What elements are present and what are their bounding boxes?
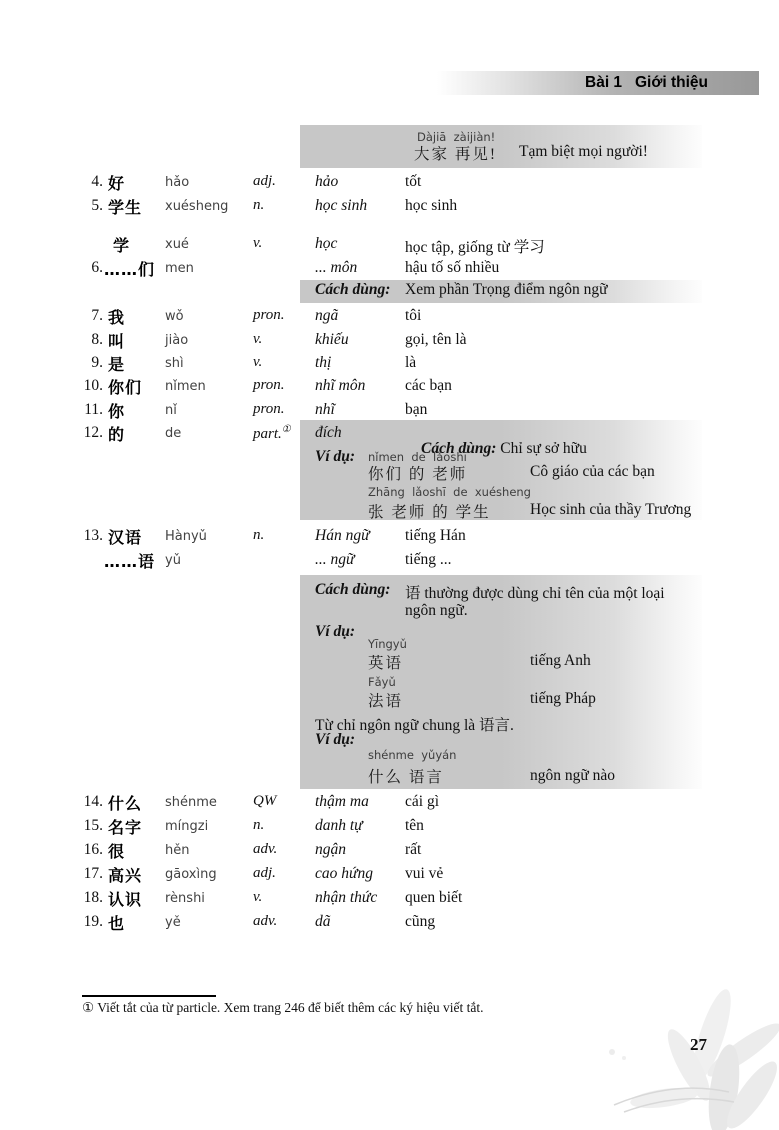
- vocab-pinyin: yě: [165, 915, 181, 930]
- example-translation: ngôn ngữ nào: [530, 767, 616, 784]
- vocab-pos: part.①: [253, 424, 291, 442]
- vocab-meaning: tốt: [405, 173, 422, 190]
- vocab-hanviet: dã: [315, 913, 331, 930]
- usage-note: Từ chỉ ngôn ngữ chung là 语言.: [315, 717, 514, 734]
- vocab-chinese: 认识: [108, 890, 143, 909]
- footnote-rule: [82, 995, 216, 997]
- vocab-chinese: 名字: [108, 818, 143, 837]
- vocab-row: [0, 329, 779, 351]
- example-pinyin: shénme yǔyán: [368, 748, 457, 762]
- vocab-hanviet: học sinh: [315, 197, 368, 214]
- flower-decoration: [594, 980, 779, 1130]
- footnote: ① Viết tắt của từ particle. Xem trang 246 để biết thêm các ký hiệu viết tắt.: [82, 1000, 484, 1015]
- vocab-pinyin: hǎo: [165, 175, 190, 190]
- example-chinese: 什么 语言: [368, 769, 444, 786]
- vocab-pinyin: Hànyǔ: [165, 529, 207, 544]
- vocab-row: [0, 195, 779, 217]
- usage-text: Xem phần Trọng điểm ngôn ngữ: [405, 281, 608, 298]
- vocab-pinyin: wǒ: [165, 309, 184, 324]
- vocab-pinyin: de: [165, 426, 182, 441]
- vocab-pos: v.: [253, 331, 263, 347]
- vocab-pinyin: shì: [165, 356, 184, 371]
- vocab-row: [0, 399, 779, 421]
- vocab-chinese: 也: [108, 914, 126, 933]
- vocab-row: [0, 839, 779, 861]
- vocab-hanviet: ngận: [315, 841, 346, 858]
- vocab-row: [0, 863, 779, 885]
- chapter-header-band: [437, 71, 759, 95]
- vocab-meaning: gọi, tên là: [405, 331, 467, 348]
- usage-text: ngôn ngữ.: [405, 602, 468, 619]
- footnote-marker: ①: [281, 424, 291, 435]
- vocab-pinyin: shénme: [165, 795, 217, 810]
- vocab-hanviet: Hán ngữ: [315, 527, 370, 544]
- example-chinese: 英语: [368, 655, 404, 672]
- vocab-row: [0, 887, 779, 909]
- vocab-pinyin: xuésheng: [165, 199, 229, 214]
- vocab-number: 14.: [83, 793, 103, 810]
- vocab-number: 10.: [83, 377, 103, 394]
- vocab-pos: pron.: [253, 377, 285, 393]
- vocab-pinyin: nǐ: [165, 403, 177, 418]
- vocab-pinyin: gāoxìng: [165, 867, 217, 882]
- vocab-meaning: cái gì: [405, 793, 439, 810]
- vocab-meaning: tiếng ...: [405, 551, 452, 568]
- vocab-number: 5.: [91, 197, 103, 214]
- example-chinese: 法语: [368, 693, 404, 710]
- vocab-number: 16.: [83, 841, 103, 858]
- example-translation: tiếng Pháp: [530, 690, 596, 707]
- vocab-hanviet: nhĩ: [315, 401, 335, 418]
- vocab-pos: n.: [253, 817, 265, 833]
- vocab-row: [0, 911, 779, 933]
- vocab-pos: n.: [253, 197, 265, 213]
- example-pinyin: Fǎyǔ: [368, 675, 396, 689]
- vocab-chinese: 是: [108, 355, 126, 374]
- vocab-hanviet: ... ngữ: [315, 551, 355, 568]
- vocab-number: 13.: [83, 527, 103, 544]
- vocab-hanviet: thị: [315, 354, 332, 371]
- vocab-row: [0, 525, 779, 547]
- vocab-row: [0, 549, 779, 571]
- example-pinyin: Zhāng lǎoshī de xuésheng: [368, 485, 531, 499]
- vocab-chinese: 叫: [108, 332, 126, 351]
- vocab-number: 9.: [91, 354, 103, 371]
- vocab-meaning: học sinh: [405, 197, 458, 214]
- vocab-number: 19.: [83, 913, 103, 930]
- vocab-chinese: ……们: [104, 260, 156, 279]
- vocab-hanviet: nhận thức: [315, 889, 378, 906]
- example-translation: tiếng Anh: [530, 652, 591, 669]
- vocab-meaning: các bạn: [405, 377, 452, 394]
- vocab-hanviet: thậm ma: [315, 793, 369, 810]
- vocab-pos: n.: [253, 527, 265, 543]
- vocab-pinyin: nǐmen: [165, 379, 206, 394]
- vocab-meaning: rất: [405, 841, 422, 858]
- vocab-pos: pron.: [253, 401, 285, 417]
- vocab-chinese: 高兴: [108, 866, 143, 885]
- vocab-number: 11.: [84, 401, 103, 418]
- vocab-pinyin: míngzi: [165, 819, 209, 834]
- example-label: Ví dụ:: [315, 623, 356, 640]
- vocab-pinyin: hěn: [165, 843, 190, 858]
- vocab-meaning: là: [405, 354, 417, 371]
- vocab-row: [0, 375, 779, 397]
- example-translation: Cô giáo của các bạn: [530, 463, 655, 480]
- example-translation: Tạm biệt mọi người!: [519, 143, 648, 160]
- usage-label: Cách dùng:: [315, 581, 391, 598]
- vocab-hanviet: nhĩ môn: [315, 377, 366, 394]
- vocab-pos: v.: [253, 889, 263, 905]
- example-pinyin: Yīngyǔ: [368, 637, 407, 651]
- vocab-chinese: 学生: [108, 198, 143, 217]
- vocab-meaning: bạn: [405, 401, 428, 418]
- example-pinyin: nǐmen de lǎoshī: [368, 450, 467, 464]
- vocab-pinyin: yǔ: [165, 553, 181, 568]
- example-chinese: 大家 再见!: [414, 146, 498, 163]
- vocab-pinyin: rènshi: [165, 891, 205, 906]
- vocab-meaning: quen biết: [405, 889, 463, 906]
- vocab-pos: adj.: [253, 173, 276, 189]
- vocab-number: 4.: [91, 173, 103, 190]
- vocab-chinese: 你: [108, 402, 126, 421]
- vocab-hanviet: cao hứng: [315, 865, 373, 882]
- vocab-row: [0, 352, 779, 374]
- vocab-meaning: vui vẻ: [405, 865, 444, 882]
- vocab-row: [0, 791, 779, 813]
- vocab-number: 15.: [83, 817, 103, 834]
- vocab-chinese: 汉语: [108, 528, 143, 547]
- vocab-pos: v.: [253, 354, 263, 370]
- vocab-chinese: ……语: [104, 552, 156, 571]
- vocab-chinese: 我: [108, 308, 126, 327]
- vocab-pos: adj.: [253, 865, 276, 881]
- usage-label: Cách dùng:: [421, 440, 497, 457]
- vocab-meaning: học tập, giống từ 学习: [405, 239, 545, 256]
- vocab-number: 7.: [91, 307, 103, 324]
- usage-text: 语 thường được dùng chỉ tên của một loại: [405, 585, 665, 602]
- vocab-meaning: cũng: [405, 913, 436, 930]
- vocab-number: 17.: [83, 865, 103, 882]
- usage-text: Chỉ sự sở hữu: [500, 440, 587, 457]
- vocab-hanviet: đích: [315, 424, 342, 441]
- vocab-hanviet: hảo: [315, 173, 339, 190]
- chapter-title: Bài 1 Giới thiệu: [585, 74, 708, 91]
- vocab-hanviet: danh tự: [315, 817, 363, 834]
- vocab-pinyin: men: [165, 261, 194, 276]
- vocab-pos: pron.: [253, 307, 285, 323]
- vocab-row: [0, 305, 779, 327]
- vocab-row: [0, 171, 779, 193]
- vocab-chinese: 学: [113, 236, 131, 255]
- page-number: 27: [690, 1035, 707, 1054]
- vocab-pos: adv.: [253, 841, 278, 857]
- vocab-hanviet: học: [315, 235, 338, 252]
- vocab-number: 18.: [83, 889, 103, 906]
- example-chinese: 张 老师 的 学生: [368, 504, 491, 521]
- vocab-pinyin: xué: [165, 237, 189, 252]
- vocab-pinyin: jiào: [165, 333, 189, 348]
- vocab-number: 6.: [91, 259, 103, 276]
- vocab-pos: adv.: [253, 913, 278, 929]
- vocab-chinese: 很: [108, 842, 126, 861]
- vocab-meaning: tiếng Hán: [405, 527, 466, 544]
- vocab-meaning: tên: [405, 817, 424, 834]
- vocab-row: [0, 422, 779, 444]
- vocab-row: [0, 257, 779, 279]
- vocab-pos: QW: [253, 793, 277, 809]
- vocab-number: 8.: [91, 331, 103, 348]
- usage-box-yu: [300, 575, 702, 789]
- vocab-chinese: 你们: [108, 378, 143, 397]
- vocab-row: [0, 815, 779, 837]
- vocab-pos: v.: [253, 235, 263, 251]
- vocab-chinese: 什么: [108, 794, 143, 813]
- vocab-number: 12.: [83, 424, 103, 441]
- vocab-row: [0, 233, 779, 255]
- vocab-meaning: tôi: [405, 307, 422, 324]
- example-chinese: 你们 的 老师: [368, 466, 468, 483]
- usage-label: Cách dùng:: [315, 281, 391, 298]
- example-label: Ví dụ:: [315, 448, 356, 465]
- vocab-meaning: hậu tố số nhiều: [405, 259, 500, 276]
- example-translation: Học sinh của thầy Trương: [530, 501, 692, 518]
- vocab-chinese: 的: [108, 425, 126, 444]
- vocab-hanviet: ngã: [315, 307, 339, 324]
- vocab-hanviet: ... môn: [315, 259, 358, 276]
- vocab-hanviet: khiếu: [315, 331, 349, 348]
- example-pinyin: Dàjiā zàijiàn!: [417, 130, 496, 144]
- example-label: Ví dụ:: [315, 731, 356, 748]
- vocab-chinese: 好: [108, 174, 126, 193]
